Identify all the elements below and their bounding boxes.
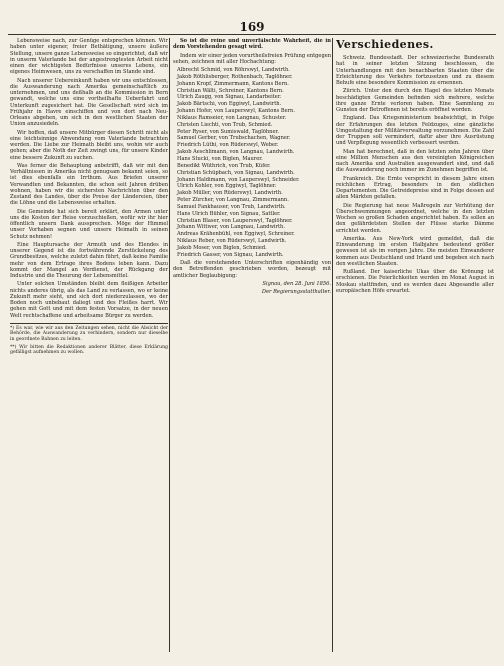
column-3 bbox=[336, 38, 494, 652]
official-signature: Der Regierungsstatthalter. bbox=[261, 289, 331, 296]
col3-paragraph: Frankreich. Die Ernte verspricht in diesem Jahre einen reichlichen Ertrag, besonders in den südlichen Departementen. Die Getreidepreise sind in Folge dessen auf allen Märkten gefallen. bbox=[336, 175, 494, 201]
signatory: Andreas Krähenbühl, von Eggiwyl, Schreiner. bbox=[177, 231, 295, 238]
page-number: 169 bbox=[239, 20, 265, 34]
footnotes bbox=[10, 323, 168, 356]
signatory: Johann Hofer, von Lauperswyl, Kantons Bern. bbox=[177, 108, 295, 115]
col3-paragraph: Zürich. Unter den durch den Hagel des letzten Monats beschädigten Gemeinden befinden sich mehrere, welche ihre ganze Ernte verloren haben. Eine Sammlung zu Gunsten der Betroffenen ist bereits eröffnet worden. bbox=[336, 88, 494, 113]
col3-paragraph: England. Das Kriegsministerium beabsichtigt, in Folge der Erfahrungen des letzten Feldzuges, eine gänzliche Umgestaltung der Militärverwaltung vorzunehmen. Die Zahl der Truppen soll vermindert, dafür aber ihre Ausrüstung und Verpflegung wesentlich verbessert werden. bbox=[336, 115, 494, 147]
col2-intro: So ist die reine und unverfälschte Wahrheit, die in dem Vorstehenden gesagt wird. bbox=[173, 38, 331, 51]
column-1 bbox=[10, 38, 168, 652]
col2-closing: Daß die vorstehenden Unterschriften eigenhändig von den Betreffenden geschrieben worden, bezeugt mit amtlicher Beglaubigung: bbox=[173, 260, 331, 279]
signatory: Albrecht Schmid, von Röhrswyl, Landwirth. bbox=[177, 67, 290, 73]
signatory: Christian Wälti, Schreiner, Kantons Bern. bbox=[177, 87, 284, 94]
col1-paragraph: Was ferner die Behauptung anbetrifft, daß wir mit den Verhältnissen in Amerika nicht genugsam bekannt seien, so ist dies ebenfalls ein Irrthum. Aus Briefen unserer Verwandten und Bekannten, die schon seit Jahren drüben wohnen, haben wir die sichersten Nachrichten über den Zustand des Landes, über die Preise der Ländereien, über die Löhne und die Lebensweise erhalten. bbox=[10, 162, 168, 207]
col1-paragraph: Lebensweise nach, zur Genüge entsprechen können. Wir haben unter eigener, freier Bethätigung, unsere äußere Stellung, unsere ganze Lebensweise so eingerichtet, daß wir in unserm Vaterlande bei der angestrengtesten Arbeit nicht einen der wichtigsten Bedürfnisse unseres Lebens, ein eigenes Heimwesen, uns zu verschaffen im Stande sind. bbox=[10, 38, 168, 76]
col3-paragraph: Man hat berechnet, daß in den letzten zehn Jahren über eine Million Menschen aus den vereinigten Königreichen nach Amerika und Australien ausgewandert sind, und daß die Auswanderung noch immer im Zunehmen begriffen ist. bbox=[336, 148, 494, 174]
col1-paragraph: Eine Hauptursache der Armuth und des Elendes in unserer Gegend ist die fortwährende Zerstückelung des Grundbesitzes, welche zuletzt dahin führt, daß keine Familie mehr von dem Ertrage ihres Bodens leben kann. Dazu kommt der Mangel an Verdienst, der Rückgang der Industrie und die Theurung der Lebensmittel. bbox=[10, 241, 168, 279]
col1-paragraph: Nach unserer Uebereinkunft haben wir uns entschlossen, die Auswanderung nach Amerika gemeinschaftlich zu unternehmen, und uns deßhalb an die Kommission in Bern gewandt, welche uns eine vortheilhafte Ueberfahrt und Unterkunft zugesichert hat. Die Gesellschaft wird sich im Frühjahr in Havre einschiffen und von dort nach Neu-Orleans abgehen, um sich in den westlichen Staaten der Union anzusiedeln. bbox=[10, 77, 168, 128]
signatory: Friedrich Gasser, von Signau, Landwirth. bbox=[177, 251, 284, 258]
header-rule bbox=[8, 34, 496, 35]
signatory: Jakob Moser, von Biglen, Schmied. bbox=[177, 244, 267, 251]
signatory: Niklaus Ramseier, von Langnau, Schuster. bbox=[177, 114, 287, 121]
col1-paragraph: Unter solchen Umständen bleibt dem fleißigen Arbeiter nichts anderes übrig, als das Land zu verlassen, wo er keine Zukunft mehr sieht, und sich dort niederzulassen, wo der Boden noch unbebaut daliegt und des Fleißes harrt. Wir gehen mit Gott und mit dem festen Vorsatze, in der neuen Welt rechtschaffene und arbeitsame Bürger zu werden. bbox=[10, 281, 168, 319]
col2-intro-2: Indem wir einer jeden vorurtheilsfreien Prüfung entgegen sehen, zeichnen mit aller Hochachtung: bbox=[173, 52, 331, 65]
column-divider-1 bbox=[169, 38, 170, 652]
col3-paragraph: Rußland. Der kaiserliche Ukas über die Krönung ist erschienen. Die Feierlichkeiten werden im Monat August in Moskau stattfinden, und es werden dazu Abgesandte aller europäischen Höfe erwartet. bbox=[336, 269, 494, 294]
signatory: Johann Kropf, Zimmermann, Kantons Bern. bbox=[177, 80, 289, 87]
signatory: Benedikt Wüthrich, von Trub, Küfer. bbox=[177, 162, 271, 169]
signatory: Jakob Bärtschi, von Eggiwyl, Landwirth. bbox=[177, 101, 282, 108]
place-date: Signau, den 28. Juni 1856. bbox=[262, 280, 331, 287]
col3-paragraph: Amerika. Aus New-York wird gemeldet, daß die Einwanderung im ersten Halbjahre bedeutend größer gewesen ist als im vorigen Jahre. Die meisten Einwanderer kommen aus Deutschland und Irland und begeben sich nach den westlichen Staaten. bbox=[336, 235, 494, 267]
column-divider-2 bbox=[332, 38, 333, 652]
signatory: Johann Wittwer, von Langnau, Landwirth. bbox=[177, 224, 285, 231]
signatory: Hans Ulrich Bühler, von Signau, Sattler. bbox=[177, 210, 281, 217]
signatory: Ulrich Zaugg, von Signau, Landarbeiter. bbox=[177, 94, 282, 101]
col3-paragraph: Schweiz. Bundesstadt. Der schweizerische Bundesrath hat in seiner letzten Sitzung beschlossen, die Unterhandlungen mit den benachbarten Staaten über die Erleichterung des Verkehrs fortzusetzen und zu diesem Behufe eine besondere Kommission zu ernennen. bbox=[336, 55, 494, 86]
signatory: Christian Blaser, von Lauperswyl, Taglöhner. bbox=[177, 217, 293, 224]
signatory: Jakob Müller, von Rüderswyl, Landwirth. bbox=[177, 190, 283, 197]
signatory: Christen Liechti, von Trub, Schmied. bbox=[177, 121, 273, 128]
column-2 bbox=[173, 38, 331, 652]
signatory: Samuel Fankhauser, von Trub, Landwirth. bbox=[177, 203, 286, 210]
col1-paragraph: Wir hoffen, daß unsere Mitbürger diesen Schritt nicht als eine leichtsinnige Abwendung vom Vaterlande betrachten werden. Die Liebe zur Heimath bleibt uns, wohin wir auch gehen; aber die Noth der Zeit zwingt uns, für unsere Kinder eine bessere Zukunft zu suchen. bbox=[10, 129, 168, 161]
signatory: Niklaus Reber, von Rüderswyl, Landwirth. bbox=[177, 238, 287, 245]
signatory: Peter Ryser, von Sumiswald, Taglöhner. bbox=[177, 128, 279, 135]
signatory: Jakob Röthlisberger, Rothenbach, Taglöhner. bbox=[177, 73, 293, 80]
signatory: Jakob Aeschlimann, von Langnau, Landwirth. bbox=[177, 149, 295, 156]
signatory: Peter Zürcher, von Langnau, Zimmermann. bbox=[177, 197, 289, 204]
signatory: Christian Schüpbach, von Signau, Landwirth. bbox=[177, 169, 295, 176]
signatory: Ulrich Kohler, von Eggiwyl, Taglöhner. bbox=[177, 183, 277, 190]
col3-paragraph: Die Regierung hat neue Maßregeln zur Verhütung der Überschwemmungen angeordnet, welche in den letzten Wochen so großen Schaden angerichtet haben. Es sollen an den gefährdetsten Stellen der Flüsse starke Dämme errichtet werden. bbox=[336, 202, 494, 234]
section-title: Verschiedenes. bbox=[336, 38, 434, 51]
signatory: Hans Stucki, von Biglen, Maurer. bbox=[177, 155, 263, 162]
signatory: Friedrich Lüthi, von Rüderswyl, Weber. bbox=[177, 142, 279, 149]
signatory: Samuel Gerber, von Trubschachen, Wagner. bbox=[177, 135, 291, 142]
signatory: Johann Haldimann, von Lauperswyl, Schneider. bbox=[177, 176, 300, 183]
footnote: **) Wir bitten die Redaktionen anderer Blätter, diese Erklärung gefälligst aufnehmen zu wollen. bbox=[10, 344, 168, 356]
footnote: *) Es war, wie wir aus den Zeitungen sehen, nicht die Absicht der Behörde, die Auswanderung zu verhindern, sondern nur dieselbe in geordnete Bahnen zu leiten. bbox=[10, 325, 168, 342]
col1-paragraph: Die Gemeinde hat sich bereit erklärt, den Armen unter uns die Kosten der Reise vorzuschießen, wofür wir ihr hier öffentlich unsern Dank aussprechen. Möge der Himmel unser Vorhaben segnen und unsere Heimath in seinen Schutz nehmen! bbox=[10, 208, 168, 240]
signatory-list bbox=[173, 67, 331, 258]
